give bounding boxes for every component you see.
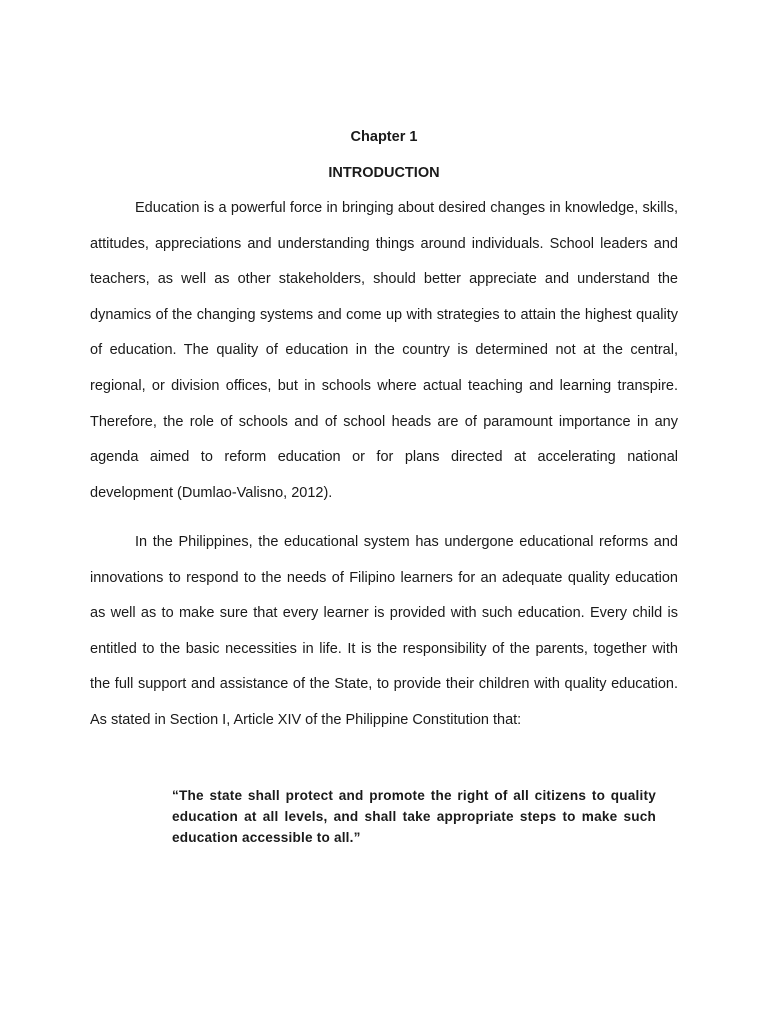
chapter-title: Chapter 1: [350, 129, 418, 145]
paragraph-1: Education is a powerful force in bringing about desired changes in knowledge, skills, attitudes, appreciations and understanding things around individuals. School leaders and teachers, as well as other stakeholders, should better appreciate and understand the dynamics of the changing systems and come up with strategies to attain the highest quality of education. The quality of education in the country is determined not at the central, regional, or division offices, but in schools where actual teaching and learning transpire. Therefore, the role of schools and of school heads are of paramount importance in any agenda aimed to reform education or for plans directed at accelerating national development (Dumlao-Valisno, 2012).: [90, 200, 678, 501]
constitution-quote: “The state shall protect and promote the right of all citizens to quality education at all levels, and shall take appropriate steps to make such education accessible to all.”: [172, 788, 656, 845]
paragraph-2: In the Philippines, the educational system has undergone educational reforms and innovations to respond to the needs of Filipino learners for an adequate quality education as well as to make sure that every learner is provided with such education. Every child is entitled to the basic necessities in life. It is the responsibility of the parents, together with the full support and assistance of the State, to provide their children with quality education. As stated in Section I, Article XIV of the Philippine Constitution that:: [90, 534, 678, 728]
section-heading: INTRODUCTION: [328, 165, 440, 181]
